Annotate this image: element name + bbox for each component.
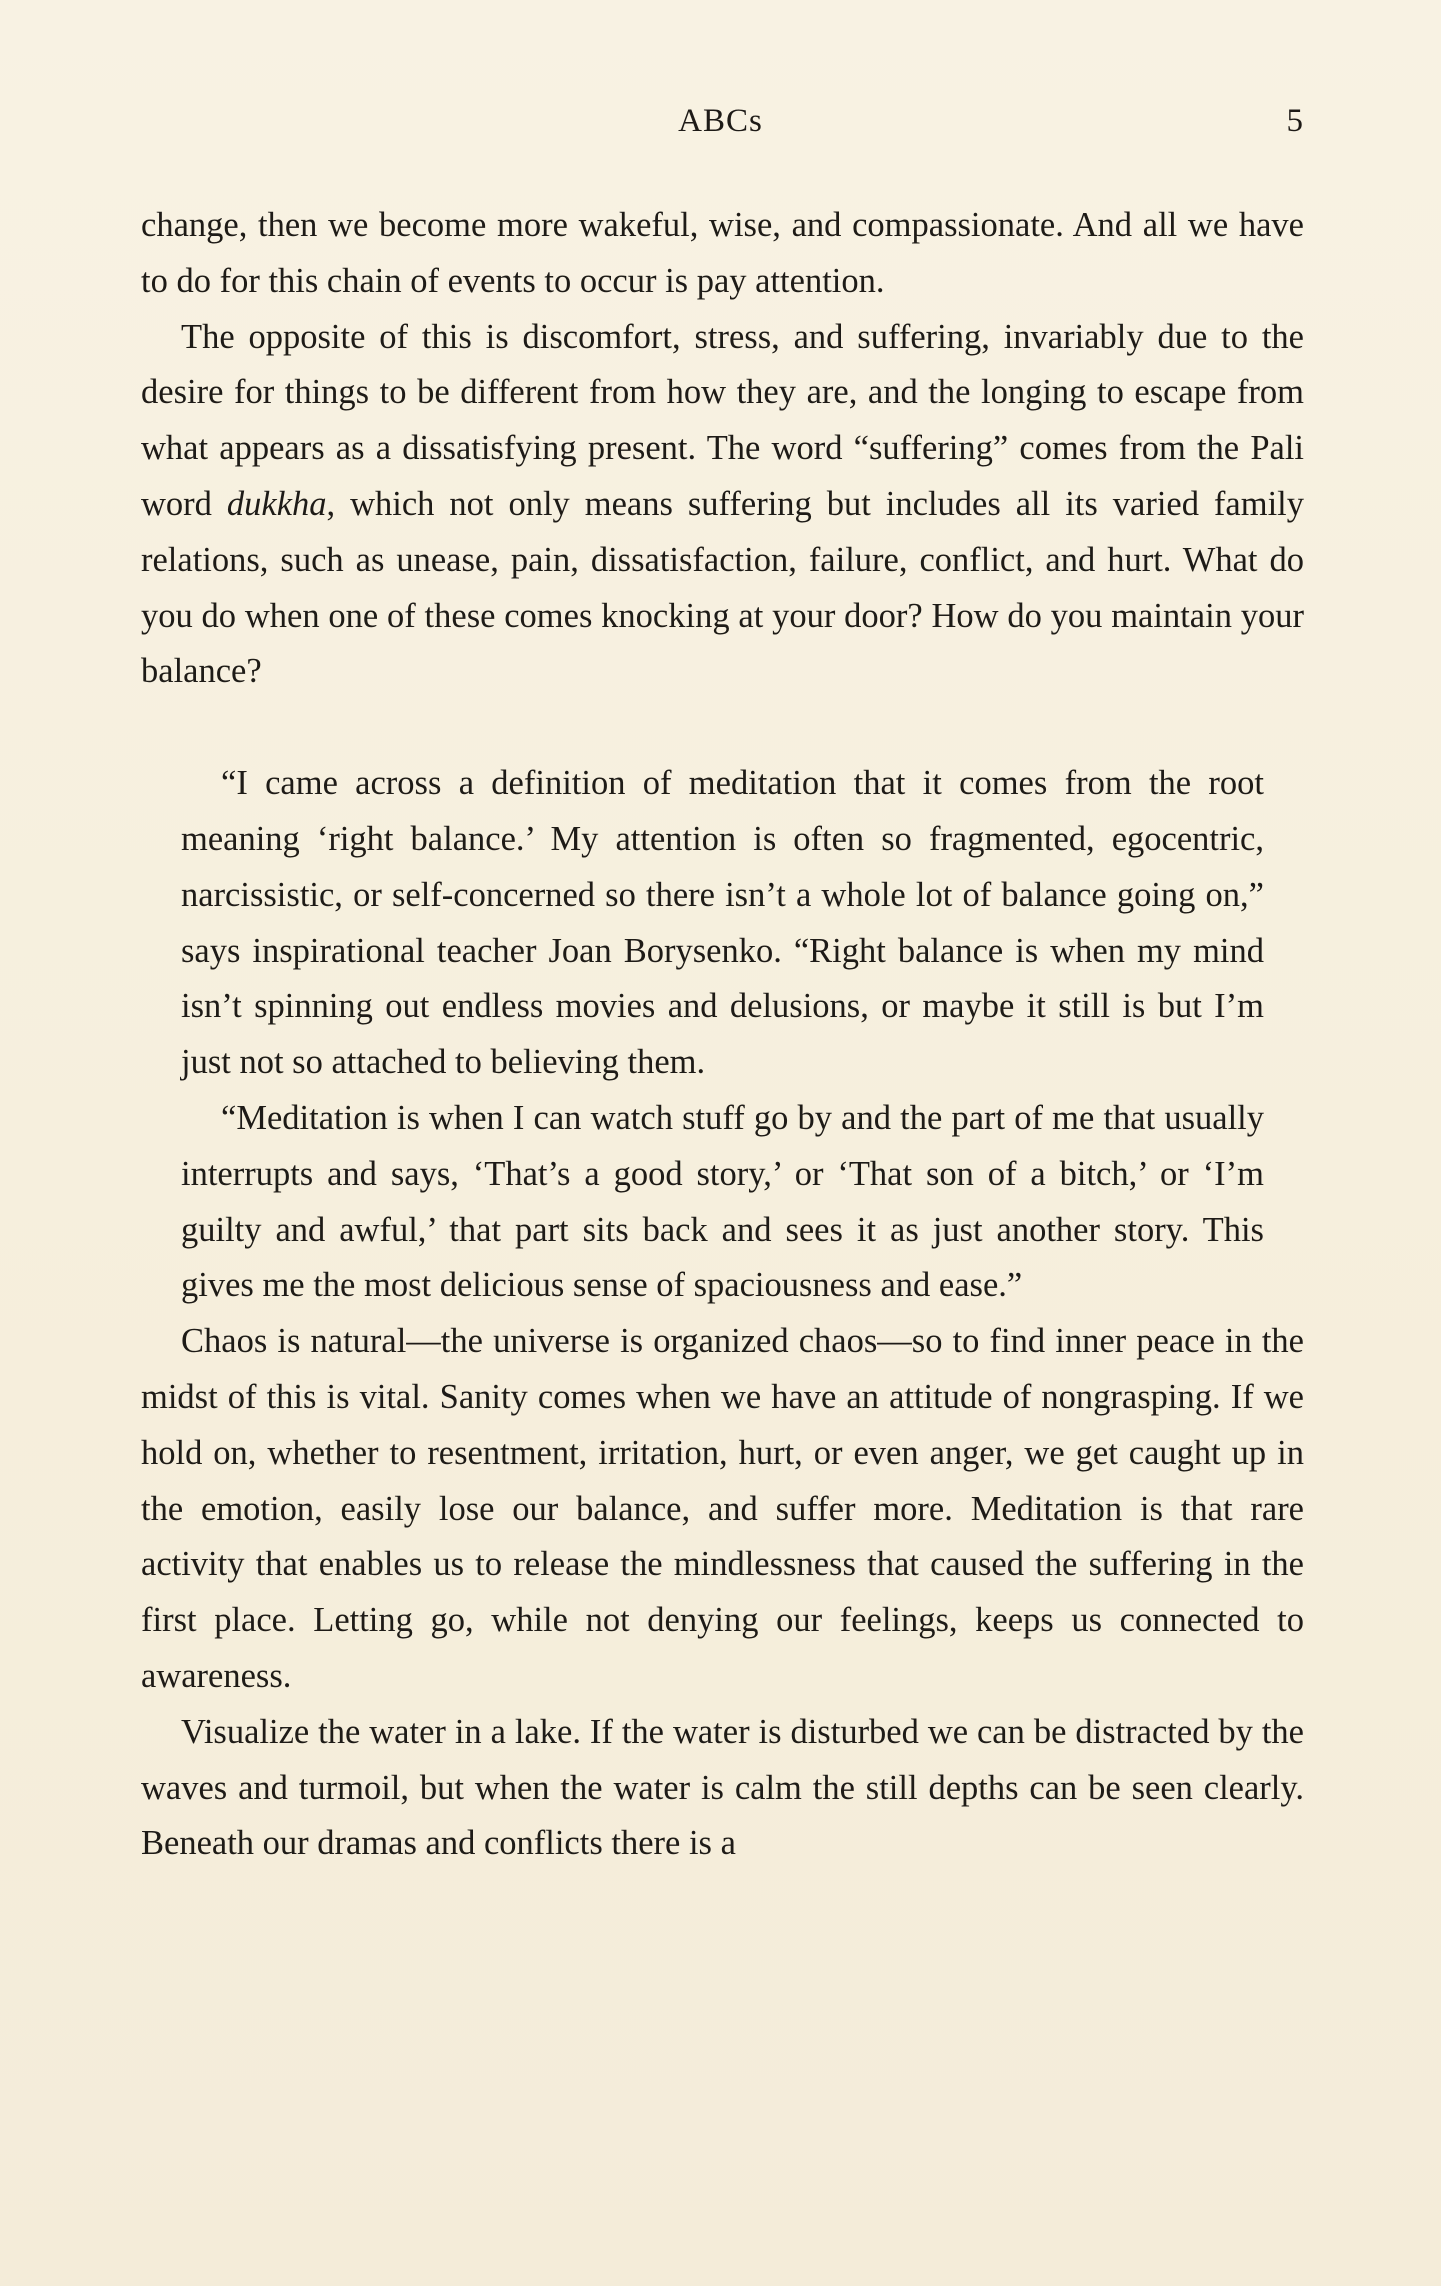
paragraph-continuation: change, then we become more wakeful, wise, and compassionate. And all we have to do for this chain of events to occur is pay attention. (141, 206, 1304, 300)
quote-paragraph-balance: “I came across a definition of meditation that it comes from the root meaning ‘right balance.’ My attention is often so fragmented, egocentric, narcissistic, or self-concerned so there isn’t a whole lot of balance going on,” says inspirational teacher Joan Borysenko. “Right balance is when my mind isn’t spinning out endless movies and delusions, or maybe it still is but I’m just not so attached to believing them. (181, 764, 1264, 1082)
quote-paragraph-meditation: “Meditation is when I can watch stuff go by and the part of me that usually interrupts and says, ‘That’s a good story,’ or ‘That son of a bitch,’ or ‘I’m guilty and awful,’ that part sits back and sees it as just another story. This gives me the most delicious sense of spaciousness and ease.” (181, 1098, 1264, 1305)
paragraph-chaos: Chaos is natural—the universe is organized chaos—so to find inner peace in the midst of this is vital. Sanity comes when we have an attitude of nongrasping. If we hold on, whether to resentment, irritation, hurt, or even anger, we get caught up in the emotion, easily lose our balance, and suffer more. Meditation is that rare activity that enables us to release the mindlessness that caused the suffering in the first place. Letting go, while not denying our feelings, keeps us connected to awareness. (141, 1322, 1304, 1695)
paragraph-suffering-part-a: The opposite of this is discomfort, stress, and suffering, invariably due to the desire for things to be different from how they are, and the longing to escape from what appears as a dissatisfying present. The word “suffering” comes from the Pali word (141, 317, 1304, 523)
paragraph-suffering-part-b: , which not only means suffering but includes all its varied family relations, such as unease, pain, dissatisfaction, failure, conflict, and hurt. What do you do when one of these comes knocking at your door? How do you maintain your balance? (141, 484, 1304, 691)
paragraph-suffering (141, 310, 1304, 701)
paragraph-lake: Visualize the water in a lake. If the water is disturbed we can be distracted by the waves and turmoil, but when the water is calm the still depths can be seen clearly. Beneath our dramas and conflicts there is a (141, 1712, 1304, 1863)
page-number: 5 (1286, 103, 1303, 139)
page-header (0, 103, 1441, 153)
block-quote (181, 756, 1264, 1314)
pali-term-dukkha: dukkha (226, 484, 327, 523)
running-head: ABCs (678, 103, 763, 139)
page-body (141, 198, 1304, 1872)
